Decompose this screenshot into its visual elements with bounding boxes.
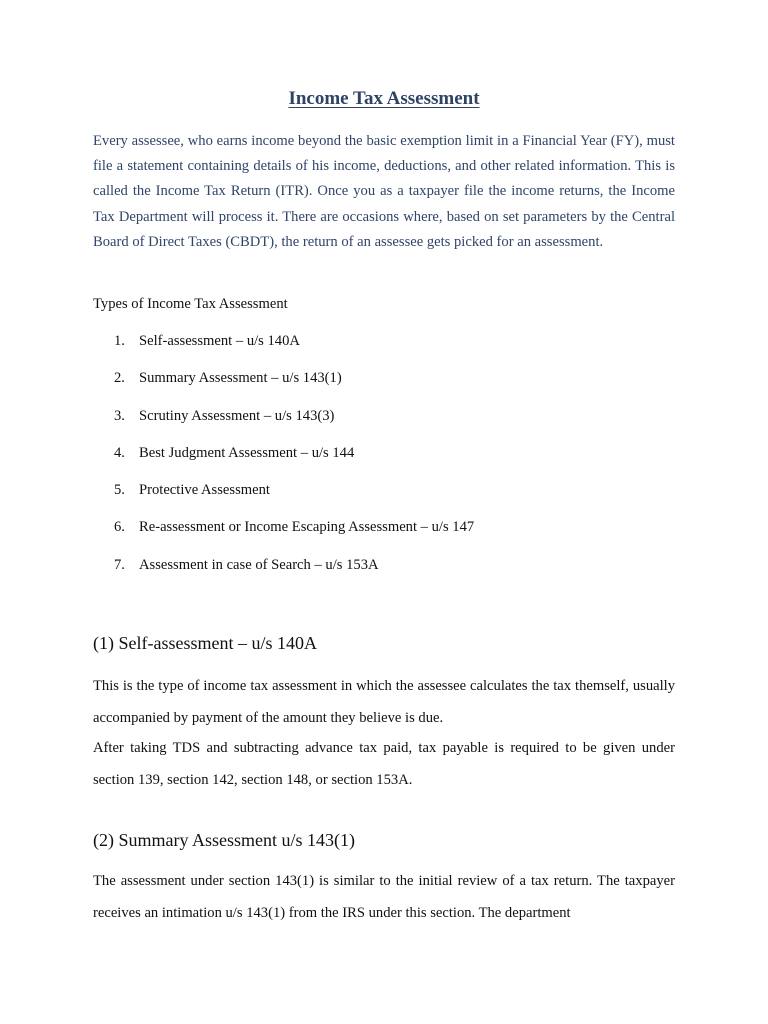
list-item-label: Best Judgment Assessment – u/s 144 bbox=[139, 444, 355, 461]
list-item-label: Summary Assessment – u/s 143(1) bbox=[139, 370, 342, 387]
section2-paragraph-1: The assessment under section 143(1) is similar to the initial review of a tax return. The taxpayer receives an intimation u/s 143(1) from the IRS under this section. The department bbox=[93, 873, 675, 921]
list-item-label: Assessment in case of Search – u/s 153A bbox=[139, 556, 379, 573]
list-item-number: 1. bbox=[114, 333, 125, 349]
list-item bbox=[93, 331, 474, 368]
list-item-number: 2. bbox=[114, 370, 125, 387]
list-item bbox=[93, 517, 474, 554]
list-item-label: Re-assessment or Income Escaping Assessment – u/s 147 bbox=[139, 519, 475, 536]
list-item-number: 6. bbox=[114, 519, 125, 536]
list-item bbox=[93, 368, 474, 405]
section1-paragraph-2: After taking TDS and subtracting advance tax paid, tax payable is required to be given under section 139, section 142, section 148, or section 153A. bbox=[93, 740, 675, 788]
list-item bbox=[93, 480, 474, 517]
section2-heading: (2) Summary Assessment u/s 143(1) bbox=[93, 830, 355, 850]
list-item-number: 7. bbox=[114, 556, 125, 573]
document-title: Income Tax Assessment bbox=[288, 88, 480, 109]
list-item-number: 5. bbox=[114, 482, 125, 499]
list-item bbox=[93, 443, 474, 480]
list-item bbox=[93, 555, 474, 592]
intro-paragraph: Every assessee, who earns income beyond the basic exemption limit in a Financial Year (FY), must file a statement containing details of his income, deductions, and other related information. This is called the Income Tax Return (ITR). Once you as a taxpayer file the income returns, the Income Tax Department will process it. There are occasions where, based on set parameters by the Central Board of Direct Taxes (CBDT), the return of an assessee gets picked for an assessment. bbox=[93, 133, 675, 250]
list-item-label: Self-assessment – u/s 140A bbox=[139, 333, 300, 349]
section1-heading: (1) Self-assessment – u/s 140A bbox=[93, 633, 317, 653]
assessment-types-list bbox=[93, 331, 474, 592]
list-item-label: Scrutiny Assessment – u/s 143(3) bbox=[139, 407, 335, 424]
list-item-number: 3. bbox=[114, 407, 125, 424]
types-heading: Types of Income Tax Assessment bbox=[93, 296, 288, 312]
list-item-number: 4. bbox=[114, 444, 125, 461]
list-item bbox=[93, 406, 474, 443]
list-item-label: Protective Assessment bbox=[139, 482, 270, 499]
section1-paragraph-1: This is the type of income tax assessment in which the assessee calculates the tax themself, usually accompanied by payment of the amount they believe is due. bbox=[93, 678, 675, 726]
